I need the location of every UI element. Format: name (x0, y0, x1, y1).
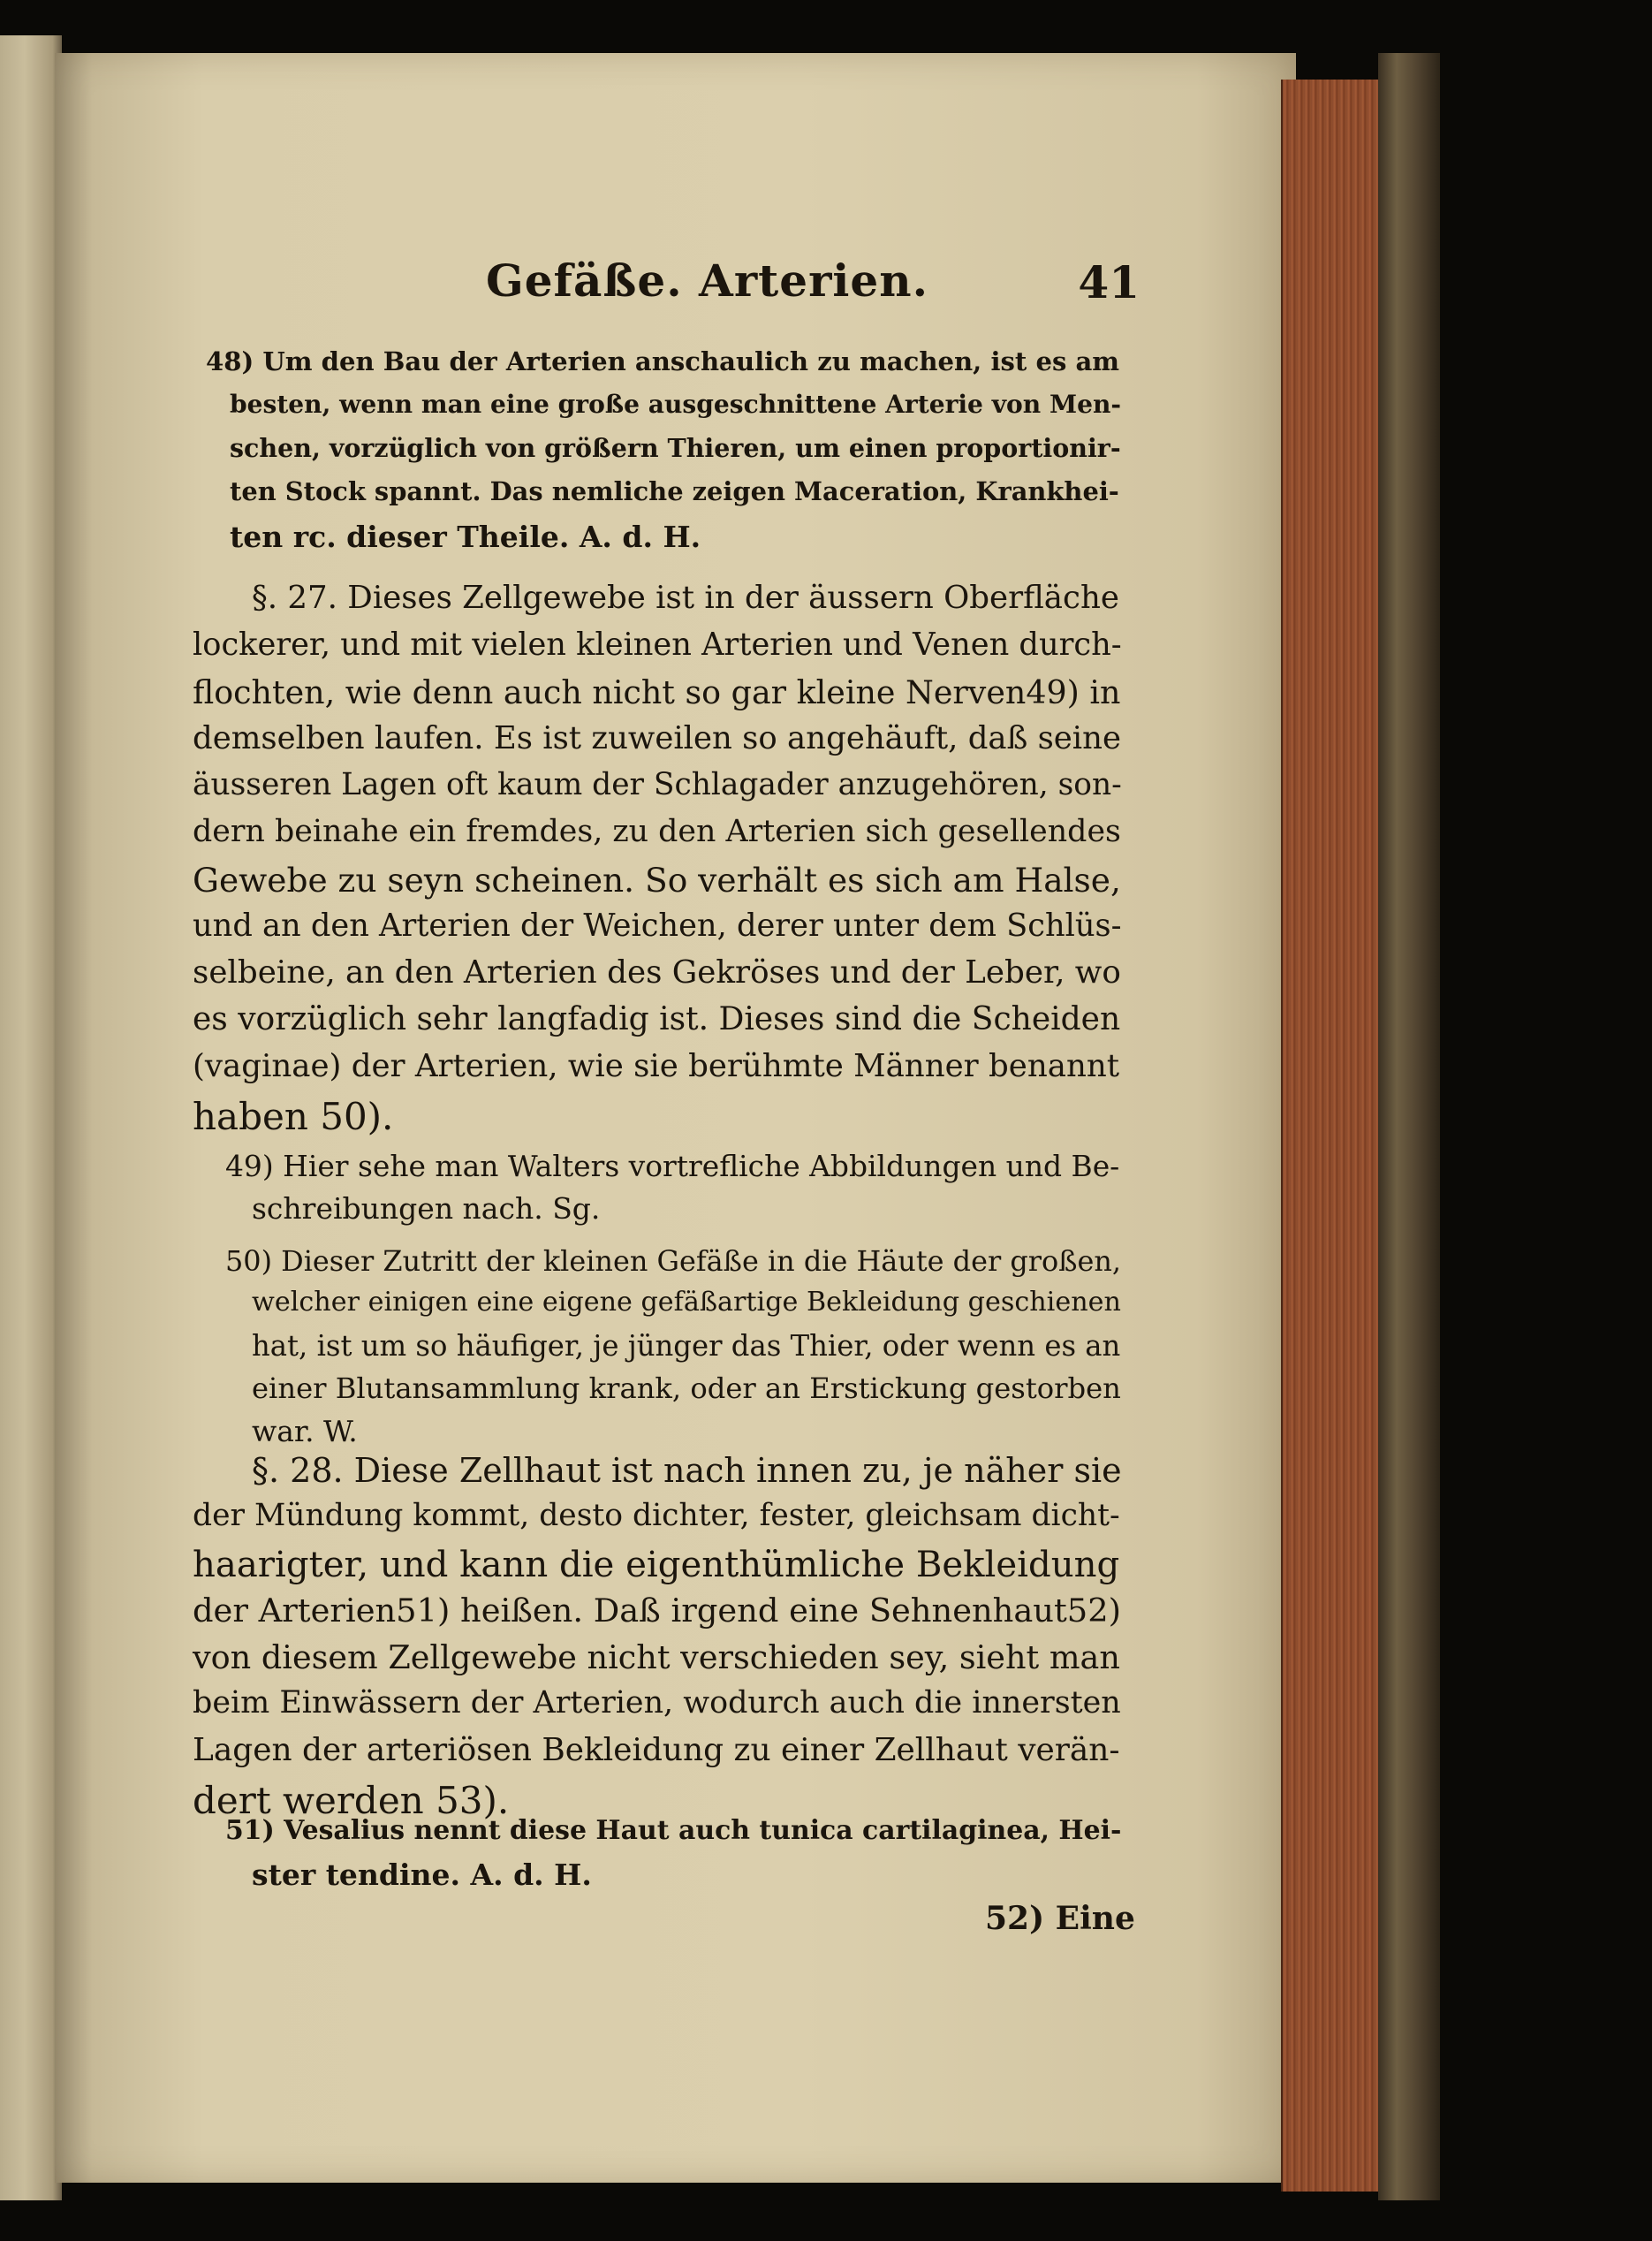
footnote-50-line: hat, ist um so häufiger, je jünger das Thier, oder wenn es an (252, 1329, 1121, 1363)
section-27-line: §. 27. Dieses Zellgewebe ist in der äussern Oberfläche (252, 580, 1119, 616)
section-28-line: dert werden 53). (193, 1779, 510, 1822)
footnote-48-line: 48) Um den Bau der Arterien anschaulich zu machen, ist es am (206, 346, 1120, 376)
section-28-line: Lagen der arteriösen Bekleidung zu einer Zellhaut verän- (193, 1732, 1120, 1768)
section-27-line: flochten, wie denn auch nicht so gar kleine Nerven49) in (193, 673, 1121, 711)
footnote-49-line: 49) Hier sehe man Walters vortrefliche Abbildungen und Be- (225, 1149, 1120, 1183)
section-27-line: es vorzüglich sehr langfadig ist. Dieses sind die Scheiden (193, 1001, 1121, 1037)
section-27-line: lockerer, und mit vielen kleinen Arterien und Venen durch- (193, 627, 1122, 663)
section-28-line: von diesem Zellgewebe nicht verschieden sey, sieht man (193, 1638, 1120, 1676)
footnote-51-line: 51) Vesalius nennt diese Haut auch tunica cartilaginea, Hei- (225, 1815, 1122, 1846)
section-27-line: und an den Arterien der Weichen, derer unter dem Schlüs- (193, 908, 1122, 944)
section-27-line: demselben laufen. Es ist zuweilen so angehäuft, daß seine (193, 720, 1122, 756)
catchword: 52) Eine (985, 1900, 1135, 1937)
section-28-line: der Mündung kommt, desto dichter, fester, gleichsam dicht- (193, 1498, 1120, 1533)
footnote-50-line: 50) Dieser Zutritt der kleinen Gefäße in die Häute der großen, (225, 1244, 1122, 1278)
footnote-50-line: einer Blutansammlung krank, oder an Erstickung gestorben (252, 1371, 1121, 1405)
footnote-51-line: ster tendine. A. d. H. (252, 1857, 592, 1892)
footnote-48-line: ten rc. dieser Theile. A. d. H. (230, 520, 701, 554)
section-28-line: §. 28. Diese Zellhaut ist nach innen zu, je näher sie (252, 1451, 1122, 1490)
section-27-line: Gewebe zu seyn scheinen. So verhält es sich am Halse, (193, 861, 1121, 900)
page-number: 41 (1078, 256, 1140, 308)
section-27-line: selbeine, an den Arterien des Gekröses und der Leber, wo (193, 954, 1121, 991)
section-27-line: haben 50). (193, 1095, 394, 1138)
footnote-48-line: besten, wenn man eine große ausgeschnittene Arterie von Men- (230, 390, 1122, 419)
section-27-line: (vaginae) der Arterien, wie sie berühmte Männer benannt (193, 1048, 1120, 1084)
running-header (486, 254, 1140, 308)
header-title: Gefäße. Arterien. (486, 254, 928, 307)
footnote-50-line: war. W. (252, 1414, 358, 1448)
section-27-line: äusseren Lagen oft kaum der Schlagader anzugehören, son- (193, 767, 1122, 802)
footnote-49-line: schreibungen nach. Sg. (252, 1191, 601, 1226)
section-27-line: dern beinahe ein fremdes, zu den Arterien sich gesellendes (193, 814, 1121, 849)
footnote-50-line: welcher einigen eine eigene gefäßartige Bekleidung geschienen (252, 1287, 1121, 1318)
section-28-line: beim Einwässern der Arterien, wodurch auch die innersten (193, 1685, 1121, 1721)
footnote-48-line: schen, vorzüglich von größern Thieren, um einen proportionir- (230, 433, 1121, 463)
section-28-line: haarigter, und kann die eigenthümliche Bekleidung (193, 1545, 1120, 1585)
section-28-line: der Arterien51) heißen. Daß irgend eine Sehnenhaut52) (193, 1591, 1121, 1629)
footnote-48-line: ten Stock spannt. Das nemliche zeigen Maceration, Krankhei- (230, 476, 1119, 506)
